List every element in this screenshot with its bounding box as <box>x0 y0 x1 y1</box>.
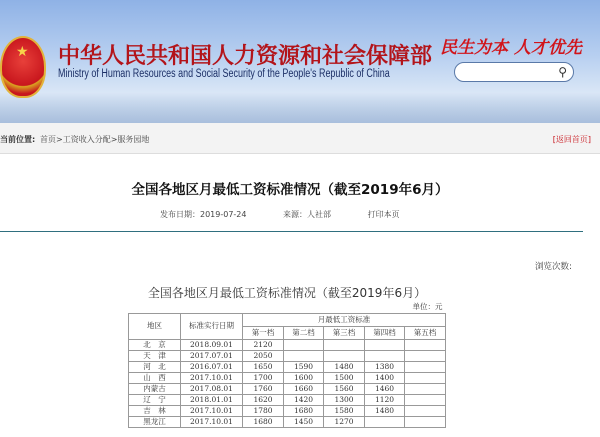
table-cell: 2017.10.01 <box>181 405 243 416</box>
table-cell: 1560 <box>324 383 365 394</box>
table-cell: 1480 <box>324 361 365 372</box>
table-cell: 1760 <box>243 383 284 394</box>
table-cell <box>324 339 365 350</box>
table-row <box>129 339 446 350</box>
table-cell <box>405 339 446 350</box>
return-home-link[interactable]: [返回首页] <box>552 135 591 144</box>
breadcrumb-label: 当前位置: <box>0 135 36 144</box>
table-cell <box>365 339 405 350</box>
site-header <box>0 0 600 123</box>
table-cell: 2120 <box>243 339 284 350</box>
table-cell: 吉 林 <box>129 405 181 416</box>
header-group: 月最低工资标准 <box>243 313 446 326</box>
site-title-en: Ministry of Human Resources and Social Security of the People's Republic of China <box>58 68 390 80</box>
table-cell <box>365 350 405 361</box>
table-title: 全国各地区月最低工资标准情况（截至2019年6月） <box>147 285 427 300</box>
table-unit: 单位：元 <box>412 302 443 312</box>
source: 来源：人社部 <box>283 210 332 219</box>
table-cell: 1300 <box>324 394 365 405</box>
table-row <box>129 383 446 394</box>
table-cell: 1420 <box>284 394 324 405</box>
header-background <box>0 93 600 123</box>
table-cell: 2018.01.01 <box>181 394 243 405</box>
table-cell: 1680 <box>284 405 324 416</box>
header-region: 地区 <box>129 313 181 339</box>
table-cell: 1120 <box>365 394 405 405</box>
table-cell: 2016.07.01 <box>181 361 243 372</box>
site-title-cn: 中华人民共和国人力资源和社会保障部 <box>58 44 433 69</box>
table-cell: 1400 <box>365 372 405 383</box>
table-cell: 1780 <box>243 405 284 416</box>
table-cell: 1500 <box>324 372 365 383</box>
header-tier: 第一档 <box>243 326 284 339</box>
table-row <box>129 361 446 372</box>
table-cell <box>405 394 446 405</box>
table-cell: 1650 <box>243 361 284 372</box>
table-cell: 2018.09.01 <box>181 339 243 350</box>
table-cell <box>284 339 324 350</box>
view-count: 浏览次数: <box>535 262 572 272</box>
article-meta <box>160 209 434 220</box>
table-cell: 辽 宁 <box>129 394 181 405</box>
table-cell: 1380 <box>365 361 405 372</box>
table-row <box>129 416 446 427</box>
table-cell: 1580 <box>324 405 365 416</box>
table-cell: 1680 <box>243 416 284 427</box>
breadcrumb <box>0 123 600 154</box>
table-cell <box>405 361 446 372</box>
table-cell: 内蒙古 <box>129 383 181 394</box>
table-row <box>129 394 446 405</box>
slogan: 民生为本 人才优先 <box>440 38 582 58</box>
table-cell: 天 津 <box>129 350 181 361</box>
search-icon[interactable]: ⚲ <box>558 65 567 79</box>
table-row <box>129 350 446 361</box>
table-cell <box>324 350 365 361</box>
table-cell: 河 北 <box>129 361 181 372</box>
table-cell <box>405 350 446 361</box>
header-tier: 第五档 <box>405 326 446 339</box>
table-cell: 2017.07.01 <box>181 350 243 361</box>
table-row <box>129 372 446 383</box>
table-cell: 黑龙江 <box>129 416 181 427</box>
header-tier: 第二档 <box>284 326 324 339</box>
search-input[interactable] <box>454 62 574 82</box>
table-cell <box>405 383 446 394</box>
table-cell: 2017.10.01 <box>181 416 243 427</box>
table-cell <box>405 405 446 416</box>
table-cell: 1600 <box>284 372 324 383</box>
table-cell: 2017.08.01 <box>181 383 243 394</box>
table-cell: 2017.10.01 <box>181 372 243 383</box>
print-link[interactable]: 打印本页 <box>367 210 400 219</box>
wage-table <box>128 283 446 428</box>
table-cell <box>284 350 324 361</box>
header-tier: 第四档 <box>365 326 405 339</box>
breadcrumb-path[interactable]: 首页>工资收入分配>服务园地 <box>40 135 150 144</box>
table-cell <box>405 416 446 427</box>
table-cell: 山 西 <box>129 372 181 383</box>
publish-date: 发布日期：2019-07-24 <box>160 210 247 219</box>
header-tier: 第三档 <box>324 326 365 339</box>
table-cell: 1450 <box>284 416 324 427</box>
table-row <box>129 405 446 416</box>
table-cell: 北 京 <box>129 339 181 350</box>
divider <box>0 231 583 232</box>
national-emblem-icon: ★ <box>0 36 46 98</box>
table-cell: 1660 <box>284 383 324 394</box>
table-cell: 1620 <box>243 394 284 405</box>
table-cell: 1590 <box>284 361 324 372</box>
table-cell: 1480 <box>365 405 405 416</box>
table-cell: 1270 <box>324 416 365 427</box>
table-cell: 2050 <box>243 350 284 361</box>
table-cell <box>405 372 446 383</box>
table-cell <box>365 416 405 427</box>
header-date: 标准实行日期 <box>181 313 243 339</box>
table-cell: 1460 <box>365 383 405 394</box>
table-cell: 1700 <box>243 372 284 383</box>
article-title: 全国各地区月最低工资标准情况（截至2019年6月） <box>131 182 449 198</box>
